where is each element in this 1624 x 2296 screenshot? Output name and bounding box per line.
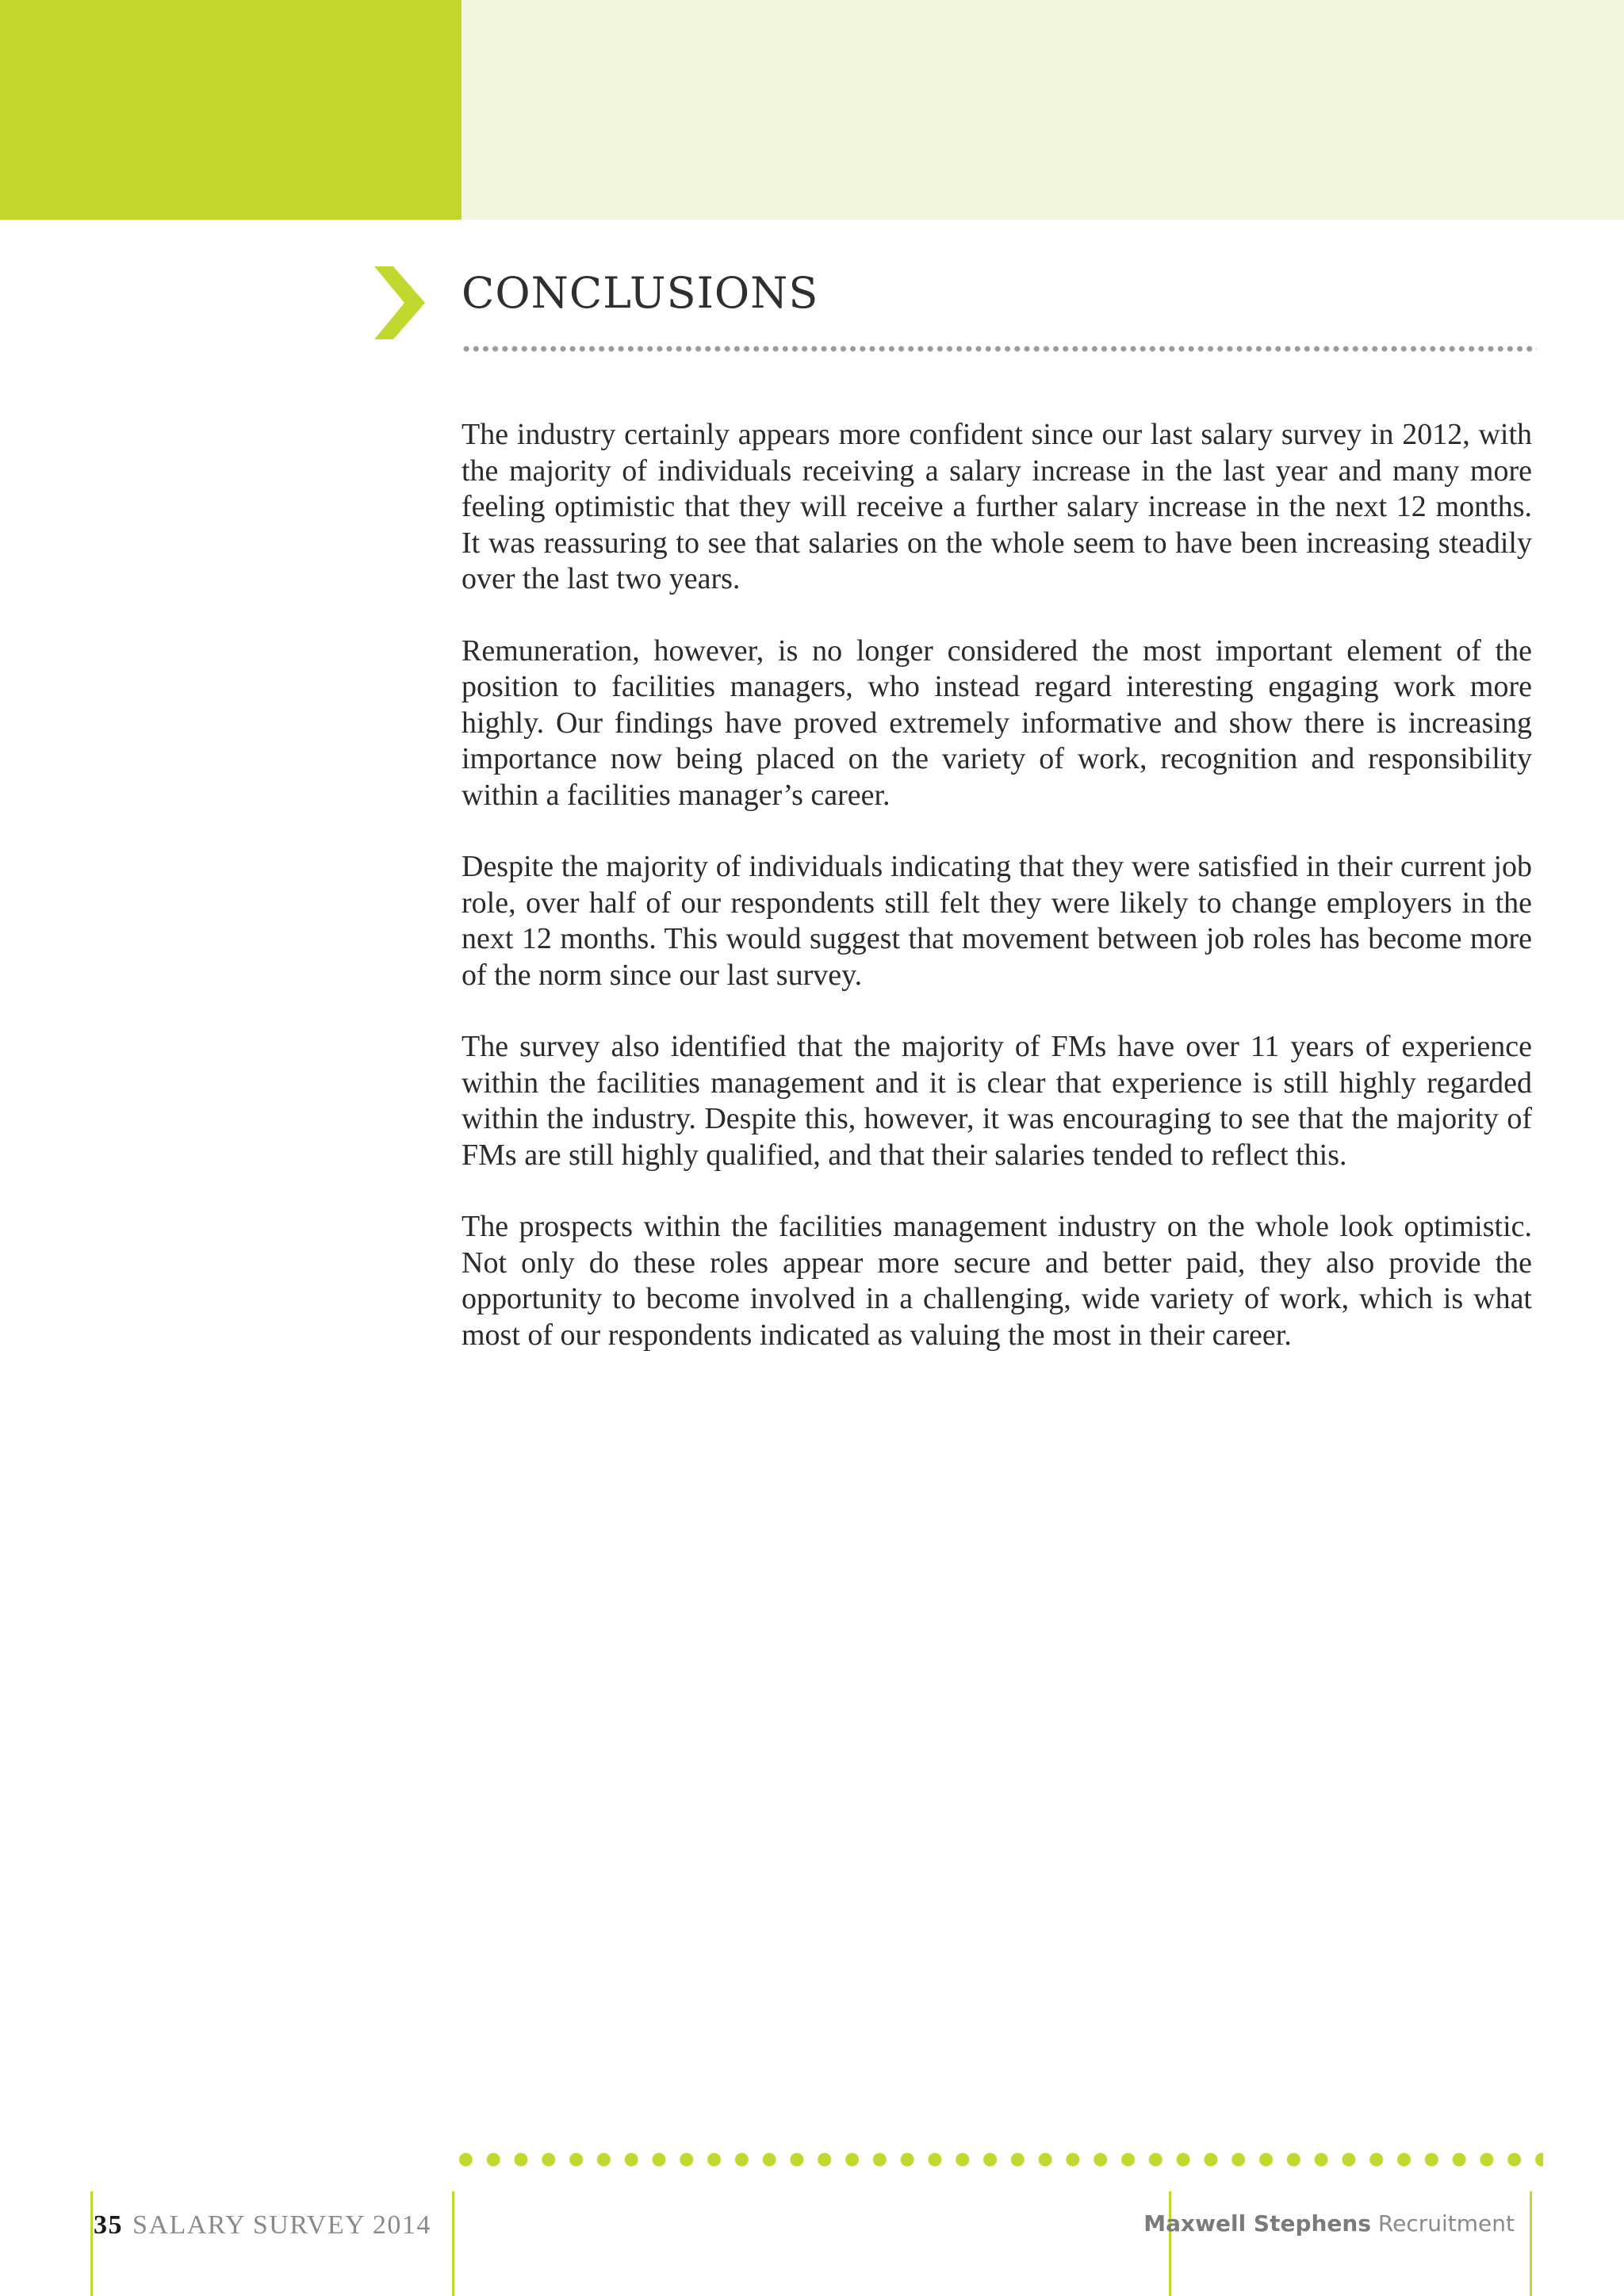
footer-publication	[94, 2210, 431, 2241]
paragraph: The survey also identified that the majority of FMs have over 11 years of experience within the facilities management and it is clear that experience is still highly regarded within the industry. Despite this, however, it was encouraging to see that the majority of FMs are still highly qualified, and that their salaries tended to reflect this.	[462, 1030, 1532, 1172]
paragraph: The industry certainly appears more confident since our last salary survey in 2012, with the majority of individuals receiving a salary increase in the last year and many more feeling optimistic that they will receive a further salary increase in the next 12 months. It was reassuring to see that salaries on the whole seem to have been increasing steadily over the last two years.	[462, 418, 1532, 595]
footer-brand	[1143, 2210, 1515, 2237]
page-title: CONCLUSIONS	[462, 268, 819, 318]
publication-title: SALARY SURVEY 2014	[132, 2210, 431, 2240]
footer-divider-line	[1530, 2191, 1532, 2296]
header-accent-block	[0, 0, 462, 220]
article-body	[462, 417, 1532, 1389]
paragraph: Despite the majority of individuals indicating that they were satisfied in their current job role, over half of our respondents still felt they were likely to change employers in the next 12 months. This would suggest that movement between job roles has become more of the norm since our last survey.	[462, 850, 1532, 992]
footer-divider-line	[1169, 2191, 1171, 2296]
footer-divider-line	[90, 2191, 93, 2296]
dotted-divider	[462, 346, 1537, 352]
header-banner	[462, 0, 1624, 220]
paragraph: Remuneration, however, is no longer considered the most important element of the position to facilities managers, who instead regard interesting engaging work more highly. Our findings have proved extremely informative and show there is increasing importance now being placed on the variety of work, recognition and responsibility within a facilities manager’s career.	[462, 633, 1532, 812]
footer-dotted-divider	[452, 2152, 1543, 2168]
paragraph: The prospects within the facilities management industry on the whole look optimistic. Not only do these roles appear more secure and better paid, they also provide the opportunity to become involved in a challenging, wide variety of work, which is what most of our respondents indicated as valuing the most in their career.	[462, 1210, 1532, 1352]
brand-name: Maxwell Stephens	[1143, 2210, 1372, 2237]
brand-suffix: Recruitment	[1371, 2210, 1515, 2237]
footer-divider-line	[452, 2191, 454, 2296]
page-number: 35	[94, 2210, 123, 2240]
chevron-right-icon	[374, 266, 425, 339]
